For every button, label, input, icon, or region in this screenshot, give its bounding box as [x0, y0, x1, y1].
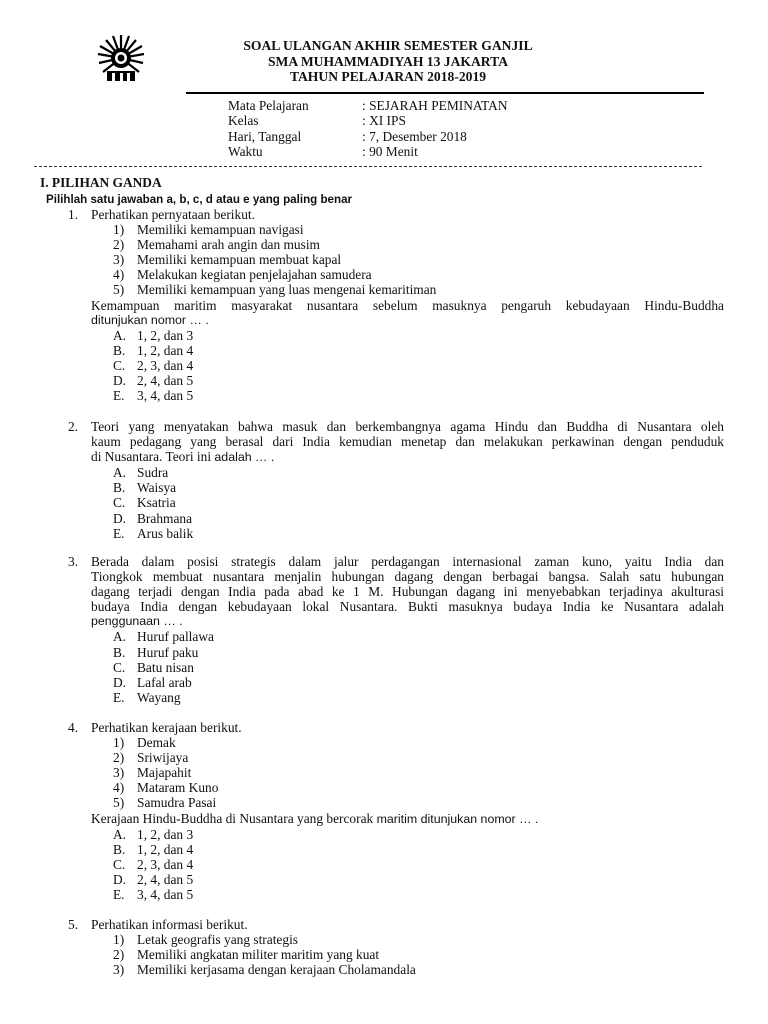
- statement-item: [113, 267, 724, 282]
- statement-number: 3): [113, 252, 125, 268]
- question-prompt: [91, 811, 724, 827]
- option-text: Sudra: [137, 465, 169, 481]
- answer-option[interactable]: [113, 827, 724, 842]
- answer-options: [113, 827, 724, 902]
- statement-text: Letak geografis yang strategis: [137, 932, 299, 948]
- option-letter: A.: [113, 465, 127, 481]
- info-key: Kelas: [228, 113, 259, 129]
- option-letter: C.: [113, 856, 126, 872]
- question-text-line: Tiongkok membuat nusantara menjalin hubungan dagang dengan berbagai bangsa. Salah satu hubungan: [91, 569, 724, 585]
- answer-option[interactable]: [113, 872, 724, 887]
- prompt-text-end: maritim ditunjukan nomor … .: [376, 811, 539, 826]
- answer-option[interactable]: [113, 629, 724, 644]
- question-text: Perhatikan pernyataan berikut.: [91, 207, 255, 222]
- statement-text: Demak: [137, 735, 176, 751]
- option-letter: E.: [113, 689, 125, 705]
- option-text: 2, 4, dan 5: [137, 373, 194, 389]
- statement-number: 2): [113, 237, 125, 253]
- option-letter: A.: [113, 826, 127, 842]
- question-text-line: Teori yang menyatakan bahwa masuk dan berkembangnya agama Hindu dan Buddha di Nusantara oleh: [91, 419, 724, 434]
- statement-list: [113, 735, 724, 810]
- answer-option[interactable]: [113, 388, 724, 403]
- statement-number: 4): [113, 780, 125, 796]
- statement-number: 1): [113, 222, 125, 238]
- statement-item: [113, 735, 724, 750]
- answer-options: [113, 629, 724, 704]
- statement-item: [113, 765, 724, 780]
- question-1: [60, 207, 724, 403]
- header-year: TAHUN PELAJARAN 2018-2019: [289, 69, 487, 85]
- option-text: Huruf paku: [137, 644, 199, 660]
- question-text: di Nusantara. Teori ini: [91, 449, 212, 465]
- answer-option[interactable]: [113, 373, 724, 388]
- prompt-text: Kerajaan Hindu-Buddha di Nusantara yang bercorak: [91, 810, 374, 826]
- question-5: [60, 917, 724, 977]
- option-text: 2, 3, dan 4: [137, 357, 194, 373]
- exam-header: [168, 38, 608, 85]
- info-value: : 7, Desember 2018: [362, 128, 467, 144]
- statement-item: [113, 962, 724, 977]
- option-letter: C.: [113, 495, 126, 511]
- question-number: 5.: [68, 917, 79, 932]
- statement-list: [113, 222, 724, 297]
- option-letter: E.: [113, 887, 125, 903]
- option-letter: E.: [113, 388, 125, 404]
- question-number: 4.: [68, 720, 79, 735]
- info-row: [228, 129, 508, 144]
- option-letter: D.: [113, 373, 127, 389]
- info-row: [228, 144, 508, 159]
- school-logo: [96, 33, 146, 83]
- answer-options: [113, 465, 724, 540]
- question-prompt: [91, 298, 724, 313]
- question-text-line: dagang terjadi dengan India pada abad ke 1 M. Hubungan dagang ini menyebabkan terjadinya akulturasi: [91, 584, 724, 600]
- option-text: Arus balik: [137, 525, 194, 541]
- question-number: 1.: [68, 207, 79, 222]
- statement-item: [113, 222, 724, 237]
- info-key: Waktu: [228, 144, 263, 160]
- question-text-line: kaum pedagang yang berasal dari India kemudian menetap dan melakukan perkawinan dengan penduduk: [91, 434, 724, 450]
- answer-option[interactable]: [113, 857, 724, 872]
- statement-number: 3): [113, 962, 125, 978]
- statement-item: [113, 947, 724, 962]
- option-text: 2, 4, dan 5: [137, 871, 194, 887]
- option-letter: D.: [113, 674, 127, 690]
- option-text: Ksatria: [137, 495, 176, 511]
- answer-option[interactable]: [113, 526, 724, 541]
- dashed-divider: [34, 166, 702, 167]
- option-text: 1, 2, dan 4: [137, 841, 194, 857]
- statement-text: Memiliki kerjasama dengan kerajaan Cholamandala: [137, 962, 416, 978]
- statement-number: 3): [113, 765, 125, 781]
- answer-option[interactable]: [113, 343, 724, 358]
- option-letter: B.: [113, 480, 126, 496]
- question-prompt-end: ditunjukan nomor … .: [91, 312, 209, 327]
- statement-item: [113, 282, 724, 297]
- option-text: 3, 4, dan 5: [137, 388, 194, 404]
- statement-text: Majapahit: [137, 765, 192, 781]
- info-row: [228, 113, 508, 128]
- option-text: Lafal arab: [137, 674, 192, 690]
- statement-item: [113, 795, 724, 810]
- answer-option[interactable]: [113, 887, 724, 902]
- answer-option[interactable]: [113, 690, 724, 705]
- question-text: Perhatikan kerajaan berikut.: [91, 720, 242, 735]
- option-text: Huruf pallawa: [137, 629, 214, 645]
- option-text: Waisya: [137, 480, 177, 496]
- option-text: 1, 2, dan 4: [137, 342, 194, 358]
- answer-option[interactable]: [113, 511, 724, 526]
- option-letter: B.: [113, 644, 126, 660]
- statement-item: [113, 780, 724, 795]
- prompt-text: Kemampuan maritim masyarakat nusantara sebelum masuknya pengaruh kebudayaan Hindu-Buddha: [91, 297, 724, 313]
- statement-list: [113, 932, 724, 977]
- statement-number: 4): [113, 267, 125, 283]
- question-4: [60, 720, 724, 902]
- option-letter: C.: [113, 659, 126, 675]
- answer-option[interactable]: [113, 358, 724, 373]
- statement-text: Memiliki kemampuan navigasi: [137, 222, 304, 238]
- section-instruction: Pilihlah satu jawaban a, b, c, d atau e yang paling benar: [46, 193, 353, 206]
- option-letter: B.: [113, 841, 126, 857]
- option-text: Brahmana: [137, 510, 193, 526]
- statement-number: 5): [113, 795, 125, 811]
- header-title: SOAL ULANGAN AKHIR SEMESTER GANJIL: [243, 38, 533, 53]
- option-letter: E.: [113, 525, 125, 541]
- option-text: 3, 4, dan 5: [137, 887, 194, 903]
- answer-option[interactable]: [113, 465, 724, 480]
- statement-number: 1): [113, 735, 125, 751]
- section-title: I. PILIHAN GANDA: [40, 175, 162, 190]
- question-text-end: penggunaan … .: [91, 614, 183, 629]
- exam-info: [228, 98, 508, 160]
- statement-text: Memiliki angkatan militer maritim yang kuat: [137, 947, 380, 963]
- question-number: 3.: [68, 554, 79, 569]
- option-text: Batu nisan: [137, 659, 194, 675]
- statement-text: Memiliki kemampuan yang luas mengenai kemaritiman: [137, 282, 437, 298]
- statement-item: [113, 252, 724, 267]
- answer-option[interactable]: [113, 495, 724, 510]
- question-text: Perhatikan informasi berikut.: [91, 917, 248, 932]
- answer-options: [113, 328, 724, 403]
- answer-option[interactable]: [113, 480, 724, 495]
- question-text-line: budaya India dengan kebudayaan lokal Nusantara. Bukti masuknya budaya India ke Nusantara adalah: [91, 599, 724, 615]
- answer-option[interactable]: [113, 645, 724, 660]
- question-text-line: [91, 449, 724, 465]
- statement-number: 2): [113, 947, 125, 963]
- option-text: 1, 2, dan 3: [137, 826, 194, 842]
- answer-option[interactable]: [113, 328, 724, 343]
- option-letter: B.: [113, 342, 126, 358]
- statement-text: Sriwijaya: [137, 750, 189, 766]
- question-text-end: adalah … .: [214, 450, 275, 465]
- question-3: [60, 554, 724, 705]
- option-letter: C.: [113, 357, 126, 373]
- statement-text: Memiliki kemampuan membuat kapal: [137, 252, 342, 268]
- question-2: [60, 419, 724, 541]
- statement-number: 2): [113, 750, 125, 766]
- option-letter: D.: [113, 510, 127, 526]
- statement-text: Samudra Pasai: [137, 795, 217, 811]
- statement-text: Memahami arah angin dan musim: [137, 237, 320, 253]
- option-letter: A.: [113, 327, 127, 343]
- option-letter: A.: [113, 629, 127, 645]
- option-text: 2, 3, dan 4: [137, 856, 194, 872]
- option-text: 1, 2, dan 3: [137, 327, 194, 343]
- option-letter: D.: [113, 871, 127, 887]
- info-value: : 90 Menit: [362, 144, 418, 160]
- answer-option[interactable]: [113, 842, 724, 857]
- header-school: SMA MUHAMMADIYAH 13 JAKARTA: [267, 53, 509, 69]
- info-value: : XI IPS: [362, 113, 406, 129]
- statement-item: [113, 237, 724, 252]
- header-rule: [186, 92, 704, 94]
- statement-item: [113, 932, 724, 947]
- info-key: Hari, Tanggal: [228, 128, 302, 144]
- question-number: 2.: [68, 419, 79, 434]
- info-value: : SEJARAH PEMINATAN: [362, 98, 508, 113]
- statement-item: [113, 750, 724, 765]
- answer-option[interactable]: [113, 660, 724, 675]
- statement-text: Mataram Kuno: [137, 780, 219, 796]
- statement-number: 5): [113, 282, 125, 298]
- question-text-line: Berada dalam posisi strategis dalam jalur perdagangan internasional zaman kuno, yaitu India dan: [91, 554, 724, 569]
- answer-option[interactable]: [113, 675, 724, 690]
- statement-number: 1): [113, 932, 125, 948]
- info-row: [228, 98, 508, 113]
- info-key: Mata Pelajaran: [228, 98, 309, 113]
- statement-text: Melakukan kegiatan penjelajahan samudera: [137, 267, 372, 283]
- option-text: Wayang: [137, 689, 181, 705]
